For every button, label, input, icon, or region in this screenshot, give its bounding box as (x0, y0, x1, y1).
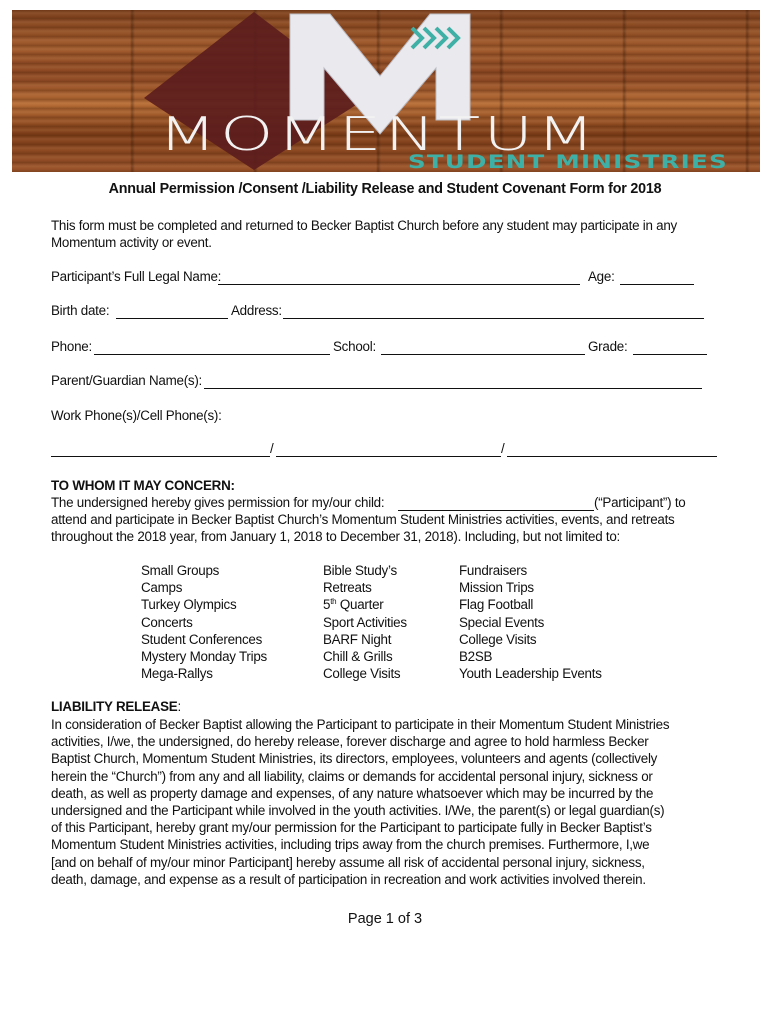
activity-item: Mission Trips (459, 580, 534, 596)
activity-item: Flag Football (459, 597, 534, 613)
liability-line: death, damage, and expense as a result of participation in recreation and work activities involved therein. (51, 871, 646, 887)
form-title: Annual Permission /Consent /Liability Release and Student Covenant Form for 2018 (108, 181, 662, 197)
phone-3-input-line[interactable] (507, 456, 717, 457)
logo-subtitle: STUDENT MINISTRIES (408, 151, 728, 172)
liability-line: [and on behalf of my/our minor Participant] hereby assume all risk of accidental personal injury, sickness, (51, 854, 645, 870)
page-number: Page 1 of 3 (347, 911, 423, 927)
phone-2-input-line[interactable] (276, 456, 501, 457)
activity-item: Fundraisers (459, 563, 527, 578)
activity-item: College Visits (323, 666, 401, 682)
activities-column-3 (459, 562, 602, 682)
activity-item: Concerts (141, 614, 193, 630)
momentum-logo (12, 10, 760, 172)
phone-input-line[interactable] (94, 354, 330, 355)
liability-line: of this Participant, hereby grant my/our permission for the Participant to participate fully in Becker Baptist’s (51, 820, 652, 836)
liability-heading-colon: : (177, 699, 181, 714)
activity-item: Camps (141, 580, 183, 596)
liability-line: undersigned and the Participant while involved in the youth activities. I/We, the parent(s) or legal guardian(s) (51, 803, 665, 819)
activity-item: Special Events (459, 614, 545, 630)
liability-line: herein the “Church”) from any and all liability, claims or demands for accidental personal injury, sickness or (51, 768, 653, 784)
school-input-line[interactable] (381, 354, 585, 355)
intro-line-1: This form must be completed and returned to Becker Baptist Church before any student may participate in any (51, 218, 678, 233)
liability-line: activities, I/we, the undersigned, do hereby release, forever discharge and agree to hold harmless Becker (51, 734, 649, 750)
activity-item: College Visits (459, 631, 537, 647)
concern-line-3: throughout the 2018 year, from January 1, 2018 to December 31, 2018). Including, but not limited to: (51, 529, 621, 544)
activity-item: Sport Activities (323, 614, 407, 630)
concern-line-2: attend and participate in Becker Baptist Church’s Momentum Student Ministries activities, events, and retreats (51, 512, 675, 527)
activity-item: B2SB (459, 649, 493, 665)
logo-wordmark: MOMENTUM (158, 107, 598, 161)
name-input-line[interactable] (218, 284, 580, 285)
age-input-line[interactable] (620, 284, 694, 285)
activity-item-fifth-quarter (323, 596, 407, 613)
phone-label: Phone: (51, 339, 92, 354)
concern-line-1a: The undersigned hereby gives permission for my/our child: (51, 495, 385, 510)
activity-item: Small Groups (141, 563, 220, 578)
activity-item: Mystery Monday Trips (141, 649, 267, 665)
liability-line: Baptist Church, Momentum Student Ministries, its directors, employees, volunteers and agents (collectively (51, 751, 658, 767)
address-label: Address: (231, 303, 282, 318)
school-label: School: (333, 339, 376, 354)
liability-line: death, as well as property damage and expenses, of any nature whatsoever which may be incurred by the (51, 785, 654, 801)
activity-item: Student Conferences (141, 631, 263, 647)
phone-separator-2: / (501, 441, 505, 456)
grade-input-line[interactable] (633, 354, 707, 355)
parent-guardian-input-line[interactable] (204, 388, 702, 389)
liability-heading (51, 699, 181, 714)
activities-column-1 (141, 562, 267, 682)
activity-item: Youth Leadership Events (459, 666, 602, 682)
birth-date-label: Birth date: (51, 303, 110, 318)
concern-line-1b: (“Participant”) to (594, 495, 686, 510)
concern-heading: TO WHOM IT MAY CONCERN: (51, 478, 235, 493)
activities-column-2 (323, 562, 407, 682)
child-name-input-line[interactable] (398, 510, 594, 511)
activity-item: Turkey Olympics (141, 597, 237, 613)
grade-label: Grade: (588, 339, 628, 354)
work-cell-phone-label: Work Phone(s)/Cell Phone(s): (51, 408, 222, 423)
activity-item: Chill & Grills (323, 649, 393, 665)
activity-item: Bible Study’s (323, 563, 397, 578)
birth-date-input-line[interactable] (116, 318, 228, 319)
fifth-suffix: th (330, 597, 337, 607)
parent-guardian-label: Parent/Guardian Name(s): (51, 373, 203, 388)
age-label: Age: (588, 269, 615, 284)
header-banner (12, 10, 760, 172)
liability-line: Momentum Student Ministries activities, including trips away from the church premises. Furthermore, I,we (51, 837, 650, 853)
fifth-number: 5 (323, 597, 331, 613)
fifth-rest: Quarter (336, 597, 384, 613)
activity-item: Retreats (323, 580, 372, 596)
intro-line-2: Momentum activity or event. (51, 235, 212, 250)
liability-line: In consideration of Becker Baptist allowing the Participant to participate in their Momentum Student Ministries (51, 717, 670, 732)
activity-item: Mega-Rallys (141, 666, 213, 682)
name-label: Participant’s Full Legal Name: (51, 269, 222, 284)
activity-item: BARF Night (323, 631, 392, 647)
address-input-line[interactable] (283, 318, 704, 319)
phone-separator-1: / (270, 441, 274, 456)
liability-paragraph (51, 716, 711, 888)
liability-heading-text: LIABILITY RELEASE (51, 699, 178, 714)
phone-1-input-line[interactable] (51, 456, 270, 457)
